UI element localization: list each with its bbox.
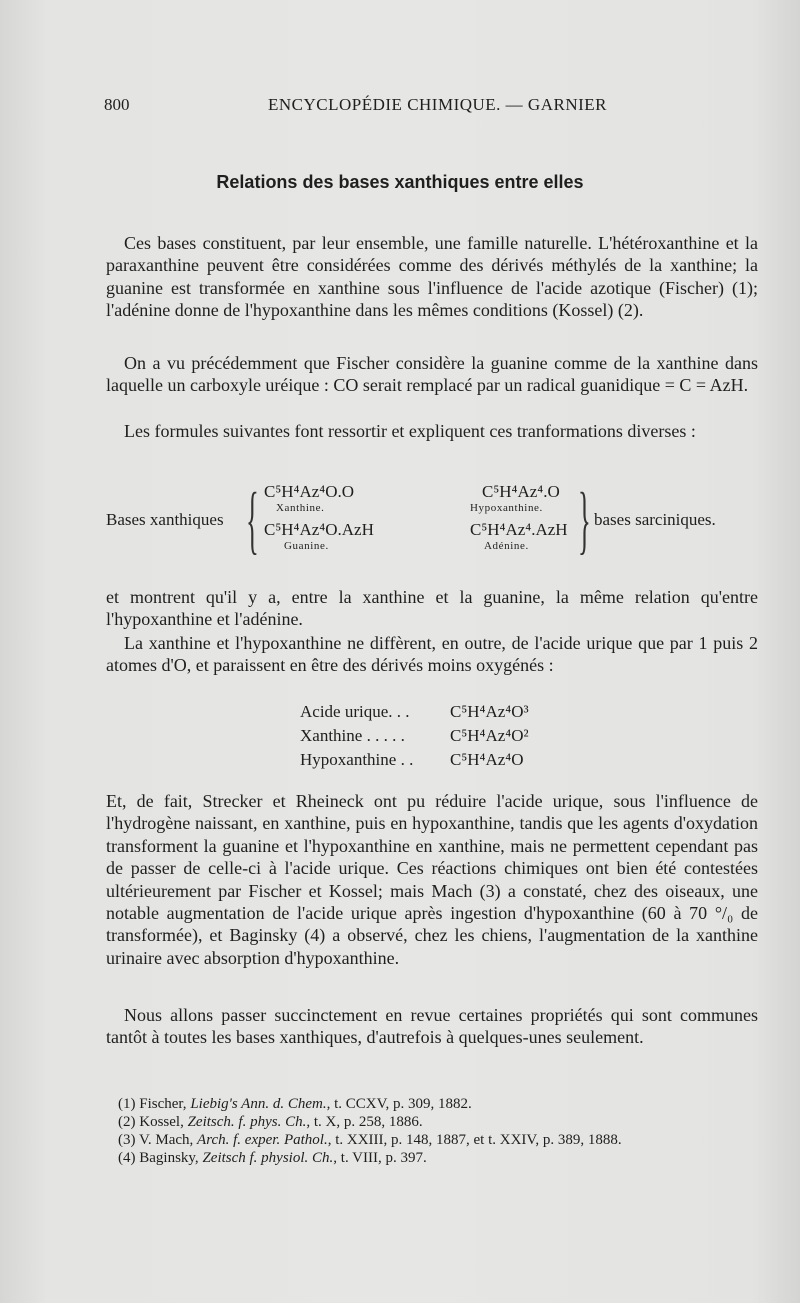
footnote-author: (2) Kossel, xyxy=(118,1114,188,1130)
left-brace: { xyxy=(246,478,259,562)
footnote-source: Arch. f. exper. Pathol. xyxy=(197,1132,328,1148)
paragraph xyxy=(106,632,758,677)
paragraph xyxy=(106,232,758,322)
paragraph-text: et montrent qu'il y a, entre la xanthine et la guanine, la même relation qu'entre l'hypoxanthine et l'adénine. xyxy=(106,587,758,630)
footnote xyxy=(118,1113,622,1131)
paragraph-text: Nous allons passer succinctement en revue certaines propriétés qui sont communes tantôt à toutes les bases xanthiques, d'autrefois à quelques-unes seulement. xyxy=(106,1005,758,1048)
table-row xyxy=(300,700,529,724)
compound-name: Hypoxanthine . . xyxy=(300,750,414,769)
adenine-caption: Adénine. xyxy=(484,540,529,552)
page-number: 800 xyxy=(104,95,130,114)
page-header xyxy=(104,95,750,121)
formula-left-label: Bases xanthiques xyxy=(106,510,224,529)
footnote-ref: , t. VIII, p. 397. xyxy=(333,1150,427,1166)
compound-formula: C⁵H⁴Az⁴O³ xyxy=(450,702,529,721)
table-row xyxy=(300,748,529,772)
footnote-ref: , t. XXIII, p. 148, 1887, et t. XXIV, p. 389, 1888. xyxy=(327,1132,622,1148)
footnote-source: Zeitsch. f. phys. Ch. xyxy=(187,1114,307,1130)
paragraph xyxy=(106,1004,758,1049)
compound-name: Xanthine . . . . . xyxy=(300,726,405,745)
footnote-author: (4) Baginsky, xyxy=(118,1150,203,1166)
compound-formula: C⁵H⁴Az⁴O xyxy=(450,750,524,769)
section-title: Relations des bases xanthiques entre elles xyxy=(216,172,584,192)
table-row xyxy=(300,724,529,748)
footnote-source: Zeitsch f. physiol. Ch. xyxy=(202,1150,334,1166)
paragraph-text: Et, de fait, Strecker et Rheineck ont pu réduire l'acide urique, sous l'influence de l'hydrogène naissant, en xanthine, puis en hypoxanthine, tandis que les agents d'oxydation transforment la guanine et l'hypoxanthine en xanthine, mais ne permettent cependant pas de passer de celle-ci à l'acide urique. Ces réactions chimiques ont bien été contestées ultérieurement par Fischer et Kossel; mais Mach (3) a constaté, chez des oiseaux, une notable augmentation de l'acide urique après ingestion d'hypoxanthine (60 à 70 °/₀ de transformée), et Baginsky (4) a observé, chez les chiens, l'augmentation de la xanthine urinaire avec absorption d'hypoxanthine. xyxy=(106,791,758,968)
xanthine-caption: Xanthine. xyxy=(276,502,325,514)
compound-formula: C⁵H⁴Az⁴O² xyxy=(450,726,529,745)
running-title: ENCYCLOPÉDIE CHIMIQUE. — GARNIER xyxy=(268,95,607,114)
footnotes xyxy=(118,1095,622,1167)
footnote-ref: , t. CCXV, p. 309, 1882. xyxy=(326,1096,472,1112)
paragraph-text: La xanthine et l'hypoxanthine ne diffèrent, en outre, de l'acide urique que par 1 puis 2 atomes d'O, et paraissent en être des dérivés moins oxygénés : xyxy=(106,633,758,676)
xanthine-formula: C⁵H⁴Az⁴O.O xyxy=(264,482,355,501)
adenine-formula: C⁵H⁴Az⁴.AzH xyxy=(470,520,568,539)
paragraph-text: Ces bases constituent, par leur ensemble, une famille naturelle. L'hétéroxanthine et la paraxanthine peuvent être considérées comme des dérivés méthylés de la xanthine; la guanine est transformée en xanthine sous l'influence de l'acide azotique (Fischer) (1); l'adénine donne de l'hypoxanthine dans les mêmes conditions (Kossel) (2). xyxy=(106,233,758,321)
compound-name: Acide urique. . . xyxy=(300,702,410,721)
formula-right-label: bases sarciniques. xyxy=(594,510,716,529)
paragraph xyxy=(106,420,758,442)
paragraph xyxy=(106,352,758,397)
hypoxanthine-formula: C⁵H⁴Az⁴.O xyxy=(482,482,560,501)
footnote-source: Liebig's Ann. d. Chem. xyxy=(190,1096,327,1112)
paragraph xyxy=(106,586,758,631)
footnote xyxy=(118,1149,622,1167)
right-brace: } xyxy=(578,478,591,562)
hypoxanthine-caption: Hypoxanthine. xyxy=(470,502,543,514)
footnote-ref: , t. X, p. 258, 1886. xyxy=(306,1114,423,1130)
paragraph xyxy=(106,790,758,969)
footnote xyxy=(118,1131,622,1149)
guanine-formula: C⁵H⁴Az⁴O.AzH xyxy=(264,520,374,539)
oxygen-comparison-table xyxy=(300,700,529,772)
footnote-author: (3) V. Mach, xyxy=(118,1132,198,1148)
guanine-caption: Guanine. xyxy=(284,540,329,552)
footnote-author: (1) Fischer, xyxy=(118,1096,191,1112)
paragraph-text: On a vu précédemment que Fischer considère la guanine comme de la xanthine dans laquelle un carboxyle uréique : CO serait remplacé par un radical guanidique = C = AzH. xyxy=(106,353,758,396)
paragraph-text: Les formules suivantes font ressortir et expliquent ces tranformations diverses : xyxy=(124,421,696,441)
footnote xyxy=(118,1095,622,1113)
formula-block xyxy=(106,478,766,562)
